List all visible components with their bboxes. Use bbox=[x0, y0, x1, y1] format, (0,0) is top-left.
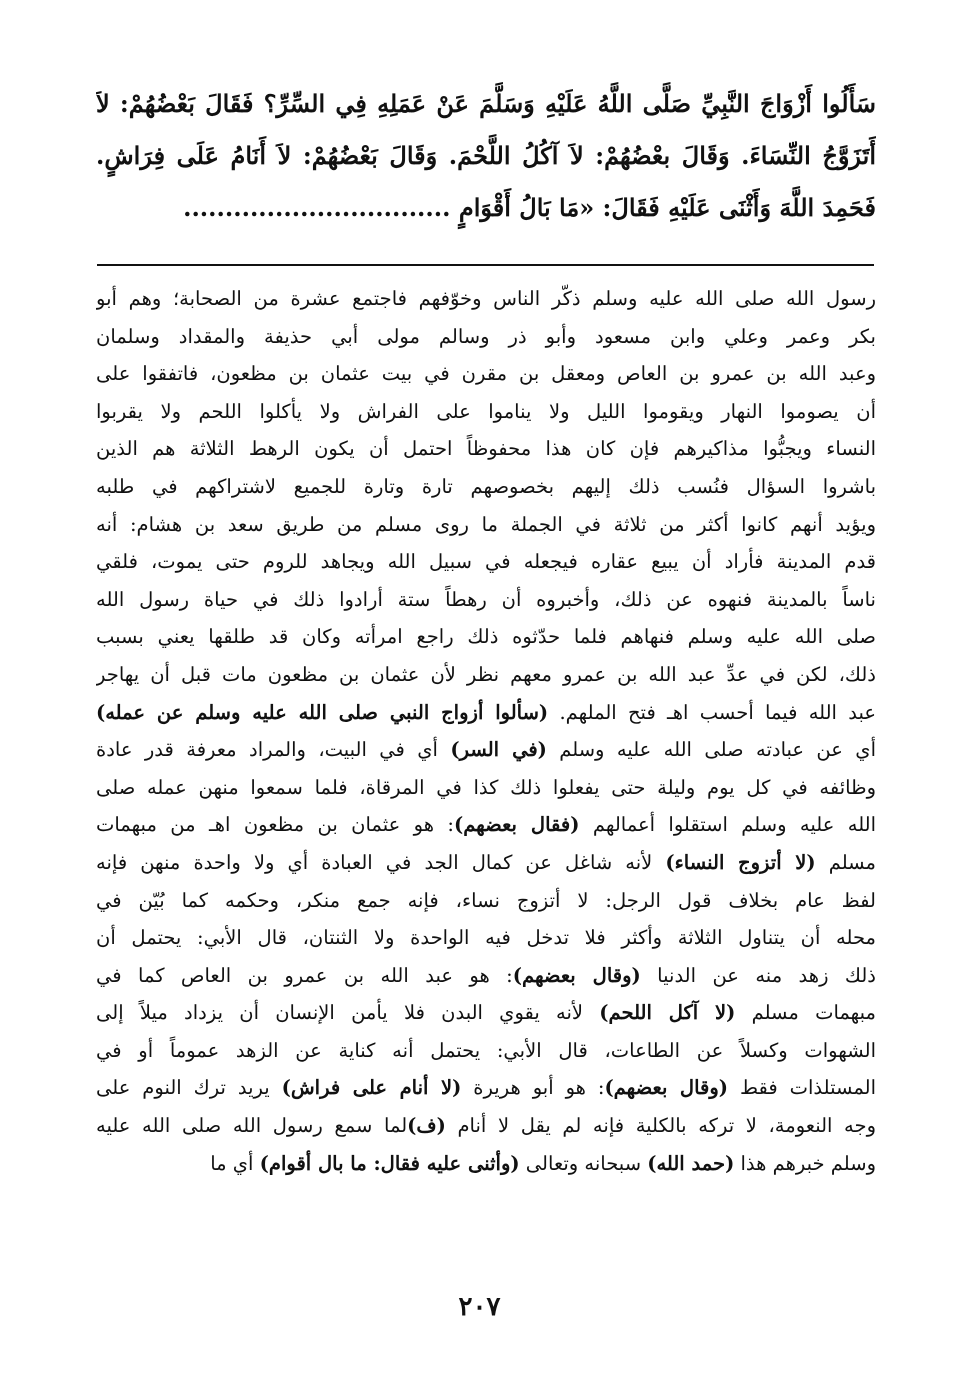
quoted-phrase: (وقال بعضهم) bbox=[512, 963, 641, 987]
hadith-line-text: فَحَمِدَ اللَّهَ وَأَثْنَى عَلَيْهِ فَقَالَ: «مَا بَالُ أَقْوَامٍ bbox=[458, 193, 876, 222]
commentary-line bbox=[96, 769, 876, 807]
commentary-line bbox=[96, 618, 876, 656]
commentary-line bbox=[96, 430, 876, 468]
commentary-segment: أي ما bbox=[210, 1151, 260, 1175]
commentary-segment: أي عن عبادته صلى الله عليه وسلم bbox=[546, 738, 876, 762]
quoted-phrase: (لا أتزوج النساء) bbox=[665, 850, 816, 874]
commentary-line bbox=[96, 280, 876, 318]
quoted-phrase: (وقال بعضهم) bbox=[604, 1076, 729, 1100]
hadith-text bbox=[96, 78, 876, 234]
quoted-phrase: (فقال بعضهم) bbox=[453, 813, 580, 837]
commentary-segment: وعبد الله بن عمرو بن العاص ومعقل بن مقرن في بيت عثمان بن مظعون، فاتفقوا على bbox=[96, 362, 876, 386]
commentary-segment: وجه النعومة، لا تركه بالكلية فإنه لم يقل لا أنام bbox=[445, 1114, 876, 1138]
commentary-segment: ذلك، لكن في عدِّ عبد الله بن عمرو معهم نظر لأن عثمان بن مظعون مات قبل أن يهاجر bbox=[96, 662, 876, 686]
commentary-line bbox=[96, 731, 876, 769]
commentary-segment: : هو عبد الله بن عمرو بن العاص كما في bbox=[96, 963, 513, 987]
commentary-segment: لأنه يقوي البدن فلا يأمن الإنسان أن يزداد ميلاً إلى bbox=[96, 1001, 600, 1025]
commentary-text bbox=[96, 280, 876, 1182]
commentary-segment: بكر وعمر وعلي وابن مسعود وأبو ذر وسالم مولى أبي حذيفة والمقداد وسلمان bbox=[96, 324, 876, 348]
hadith-continuation-dots: ................................ bbox=[183, 193, 451, 222]
commentary-line bbox=[96, 656, 876, 694]
commentary-segment: رسول الله صلى الله عليه وسلم ذكّر الناس وخوّفهم فاجتمع عشرة من الصحابة؛ وهم أبو bbox=[96, 287, 876, 310]
commentary-segment: مسلم bbox=[815, 850, 876, 874]
hadith-line: أَتَزَوَّجُ النِّسَاءَ. وَقَالَ بعْضُهُمْ: لاَ آكُلُ اللَّحْمَ. وَقَالَ بَعْضُهُمْ: لاَ أَنَامُ عَلَى فِرَاشٍ. bbox=[96, 141, 876, 170]
commentary-line bbox=[96, 506, 876, 544]
page-number: ٢٠٧ bbox=[458, 1292, 501, 1322]
commentary-line bbox=[96, 957, 876, 995]
commentary-line bbox=[96, 844, 876, 882]
commentary-line bbox=[96, 318, 876, 356]
commentary-segment: محله أن يتناول الثلاثة وأكثر فلا تدخل فيه الواحدة ولا الثنتان، قال الأبي: يحتمل أن bbox=[96, 926, 876, 950]
commentary-segment: ويؤيد أنهم كانوا أكثر من ثلاثة في الجملة ما روى مسلم من طريق سعد بن هشام: أنه bbox=[96, 512, 876, 536]
quoted-phrase: (في السر) bbox=[450, 738, 547, 762]
commentary-line bbox=[96, 581, 876, 619]
commentary-segment: الله عليه وسلم استقلوا أعمالهم bbox=[579, 813, 876, 837]
commentary-line bbox=[96, 882, 876, 920]
commentary-segment: أن يصوموا النهار ويقوموا الليل ولا يناموا على الفراش ولا يأكلوا اللحم ولا يقربوا bbox=[96, 399, 876, 423]
commentary-segment: لأنه شاغل عن كمال الجد في العبادة أي ولا واحدة منهن فإنه bbox=[96, 850, 666, 874]
commentary-line bbox=[96, 543, 876, 581]
commentary-line bbox=[96, 1032, 876, 1070]
commentary-segment: صلى الله عليه وسلم فنهاهم فلما حدّثوه ذلك راجع امرأته وكان قد طلقها يعني بسبب bbox=[96, 625, 876, 649]
commentary-segment: النساء ويجبُّوا مذاكيرهم فإن كان هذا محفوظاً احتمل أن يكون الرهط الثلاثة هم الذين bbox=[96, 437, 876, 461]
quoted-phrase: (لا آكل اللحم) bbox=[599, 1001, 736, 1025]
commentary-segment: الشهوات وكسلاً عن الطاعات، قال الأبي: يحتمل أنه كناية عن الزهد عموماً أو في bbox=[96, 1038, 876, 1062]
hadith-line bbox=[96, 182, 876, 234]
quoted-phrase: (وأثنى عليه فقال: ما بال أقوام) bbox=[259, 1151, 520, 1175]
footnote-divider bbox=[97, 264, 874, 266]
commentary-segment: ذلك زهد منه عن الدنيا bbox=[640, 963, 876, 987]
commentary-segment: وظائفه في كل يوم وليلة حتى يفعلوا ذلك كذا في المرقاة، فلما سمعوا منهن عمله صلى bbox=[96, 775, 876, 799]
quoted-phrase: (سألوا أزواج النبي صلى الله عليه وسلم عن عمله) bbox=[96, 700, 549, 724]
commentary-line bbox=[96, 994, 876, 1032]
quoted-phrase: (لا أنام على فراش) bbox=[281, 1076, 462, 1100]
commentary-segment: : هو عثمان بن مظعون اهـ من مبهمات bbox=[96, 813, 454, 837]
commentary-segment: يريد ترك النوم على bbox=[96, 1076, 282, 1100]
commentary-line bbox=[96, 1069, 876, 1107]
commentary-segment: أي في البيت، والمراد معرفة قدر عادة bbox=[96, 738, 451, 762]
commentary-line bbox=[96, 468, 876, 506]
commentary-segment: لفظ عام بخلاف قول الرجل: لا أتزوج نساء، فإنه جمع منكر، وحكمه كما بُيّن في bbox=[96, 888, 876, 912]
quoted-phrase: (ف) bbox=[407, 1114, 446, 1138]
commentary-segment: : هو أبو هريرة bbox=[461, 1076, 605, 1100]
commentary-segment: لما سمع رسول الله صلى الله عليه bbox=[96, 1114, 408, 1138]
commentary-line bbox=[96, 919, 876, 957]
commentary-segment: سبحانه وتعالى bbox=[519, 1151, 648, 1175]
commentary-line bbox=[96, 806, 876, 844]
commentary-line bbox=[96, 1107, 876, 1145]
commentary-segment: مبهمات مسلم bbox=[735, 1001, 876, 1025]
quoted-phrase: (حمد الله) bbox=[647, 1151, 735, 1175]
hadith-line: سَأَلُوا أَزْوَاجَ النَّبِيِّ صَلَّى اللَّهُ عَلَيْهِ وَسَلَّمَ عَنْ عَمَلِهِ فِي السِّرِّ؟ فَقَالَ بَعْضُهُمْ: لاَ bbox=[96, 89, 876, 118]
commentary-segment: عبد الله فيما أحسب اهـ فتح الملهم. bbox=[548, 700, 876, 724]
commentary-line bbox=[96, 393, 876, 431]
commentary-segment: ناساً بالمدينة فنهوه عن ذلك، وأخبروه أن رهطاً ستة أرادوا ذلك في حياة رسول الله bbox=[96, 587, 876, 611]
commentary-segment: باشروا السؤال فنُسب ذلك إليهم بخصوصهم تارة وتارة للجميع لاشتراكهم في طلبه bbox=[96, 474, 876, 498]
commentary-segment: وسلم خبرهم هذا bbox=[734, 1151, 876, 1175]
commentary-segment: المستلذات فقط bbox=[728, 1076, 876, 1100]
commentary-line bbox=[96, 355, 876, 393]
commentary-line bbox=[96, 694, 876, 732]
commentary-segment: قدم المدينة فأراد أن يبيع عقاره فيجعله في سبيل الله ويجاهد للروم حتى يموت، فلقي bbox=[96, 550, 876, 574]
commentary-line bbox=[96, 1145, 876, 1183]
